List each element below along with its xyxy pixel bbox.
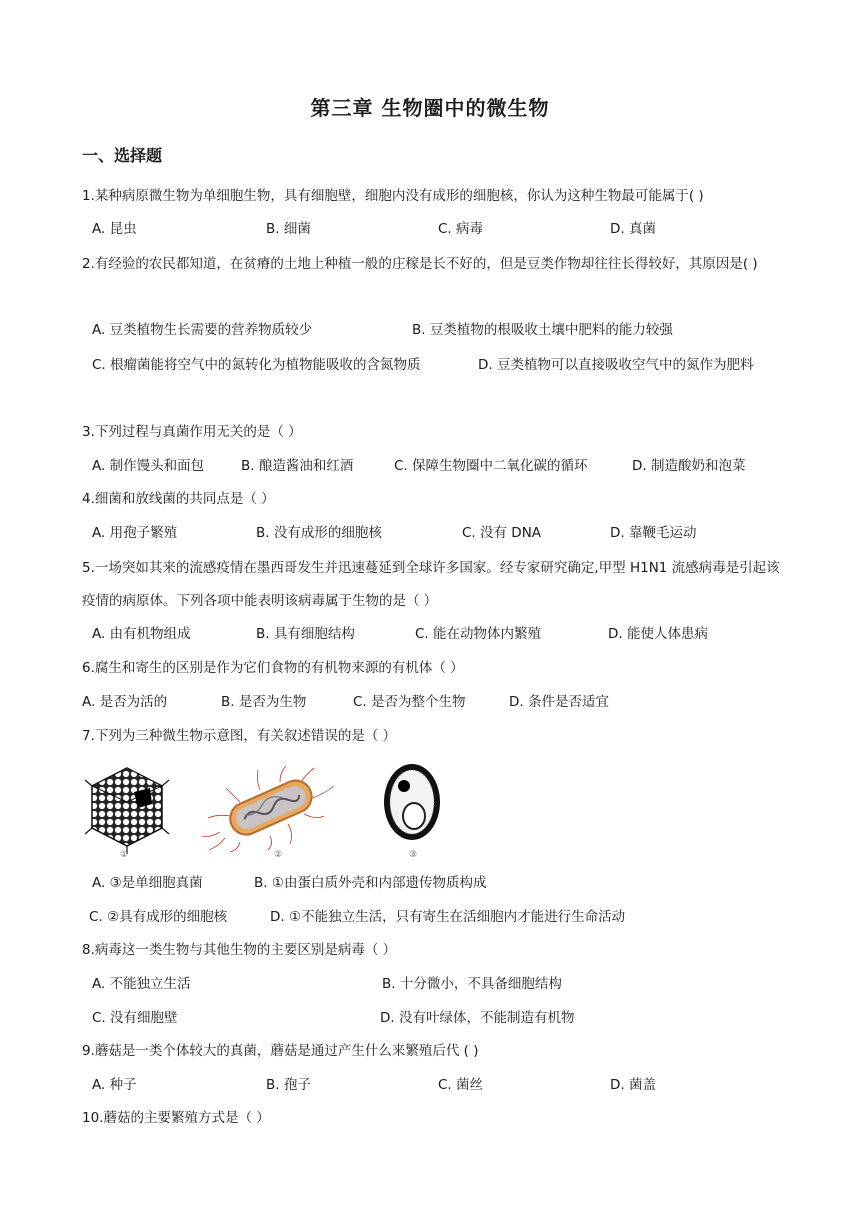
- yeast-illustration: [380, 760, 444, 848]
- question-7-stem: 7.下列为三种微生物示意图，有关叙述错误的是（ ）: [82, 728, 397, 744]
- question-7-option-c: C. ②具有成形的细胞核: [89, 909, 228, 925]
- question-10-stem: 10.蘑菇的主要繁殖方式是（ ）: [82, 1110, 270, 1126]
- question-6-option-b: B. 是否为生物: [221, 694, 307, 710]
- figure-label-2: ②: [274, 850, 283, 860]
- question-3-stem: 3.下列过程与真菌作用无关的是（ ）: [82, 424, 302, 440]
- virus-illustration: [82, 762, 172, 862]
- question-1-option-d: D. 真菌: [610, 221, 656, 237]
- question-9-option-c: C. 菌丝: [438, 1077, 484, 1093]
- question-2-stem: 2.有经验的农民都知道，在贫瘠的土地上种植一般的庄稼是长不好的，但是豆类作物却往往长得较好，其原因是( ): [82, 256, 758, 272]
- question-1-option-b: B. 细菌: [266, 221, 311, 237]
- question-2-option-d: D. 豆类植物可以直接吸收空气中的氮作为肥料: [478, 357, 754, 373]
- question-6-option-d: D. 条件是否适宜: [509, 694, 609, 710]
- question-6-option-a: A. 是否为活的: [82, 694, 168, 710]
- question-6-stem: 6.腐生和寄生的区别是作为它们食物的有机物来源的有机体（ ）: [82, 660, 464, 676]
- question-5-option-a: A. 由有机物组成: [92, 626, 191, 642]
- question-8-option-d: D. 没有叶绿体，不能制造有机物: [380, 1010, 575, 1026]
- question-9-stem: 9.蘑菇是一类个体较大的真菌，蘑菇是通过产生什么来繁殖后代 ( ): [82, 1043, 479, 1059]
- question-1-option-c: C. 病毒: [438, 221, 484, 237]
- question-5-option-d: D. 能使人体患病: [608, 626, 708, 642]
- question-3-option-c: C. 保障生物圈中二氧化碳的循环: [394, 458, 588, 474]
- question-4-option-b: B. 没有成形的细胞核: [256, 525, 382, 541]
- question-4-stem: 4.细菌和放线菌的共同点是（ ）: [82, 491, 275, 507]
- question-4-option-c: C. 没有 DNA: [462, 525, 542, 541]
- question-7-option-d: D. ①不能独立生活，只有寄生在活细胞内才能进行生命活动: [270, 909, 626, 925]
- bacterium-illustration: [200, 762, 340, 854]
- question-5-stem: 5.一场突如其来的流感疫情在墨西哥发生并迅速蔓延到全球许多国家。经专家研究确定,甲型 H1N1 流感病毒是引起该疫情的病原体。下列各项中能表明该病毒属于生物的是（ ）: [82, 560, 780, 609]
- question-4-option-d: D. 靠鞭毛运动: [610, 525, 697, 541]
- question-9-option-a: A. 种子: [92, 1077, 137, 1093]
- question-9-option-b: B. 孢子: [266, 1077, 311, 1093]
- question-6-option-c: C. 是否为整个生物: [353, 694, 466, 710]
- question-2-option-a: A. 豆类植物生长需要的营养物质较少: [92, 322, 313, 338]
- section-heading: 一、选择题: [82, 146, 163, 165]
- question-3-option-d: D. 制造酸奶和泡菜: [632, 458, 746, 474]
- figure-label-3: ③: [409, 850, 418, 860]
- question-9-option-d: D. 菌盖: [610, 1077, 656, 1093]
- question-5-option-b: B. 具有细胞结构: [256, 626, 355, 642]
- question-7-option-a: A. ③是单细胞真菌: [92, 875, 203, 891]
- question-8-option-a: A. 不能独立生活: [92, 976, 191, 992]
- question-4-option-a: A. 用孢子繁殖: [92, 525, 178, 541]
- page-title: 第三章 生物圈中的微生物: [310, 96, 550, 120]
- question-2-option-b: B. 豆类植物的根吸收土壤中肥料的能力较强: [412, 322, 673, 338]
- question-1-option-a: A. 昆虫: [92, 221, 137, 237]
- question-1-stem: 1.某种病原微生物为单细胞生物，具有细胞壁，细胞内没有成形的细胞核，你认为这种生物最可能属于( ): [82, 188, 704, 204]
- question-2-option-c: C. 根瘤菌能将空气中的氮转化为植物能吸收的含氮物质: [92, 357, 421, 373]
- question-5-option-c: C. 能在动物体内繁殖: [415, 626, 542, 642]
- question-7-option-b: B. ①由蛋白质外壳和内部遗传物质构成: [254, 875, 487, 891]
- question-8-option-c: C. 没有细胞壁: [92, 1010, 178, 1026]
- question-8-stem: 8.病毒这一类生物与其他生物的主要区别是病毒（ ）: [82, 942, 397, 958]
- question-3-option-a: A. 制作馒头和面包: [92, 458, 205, 474]
- figure-label-1: ①: [120, 850, 129, 860]
- question-8-option-b: B. 十分微小，不具备细胞结构: [382, 976, 562, 992]
- question-3-option-b: B. 酿造酱油和红酒: [241, 458, 354, 474]
